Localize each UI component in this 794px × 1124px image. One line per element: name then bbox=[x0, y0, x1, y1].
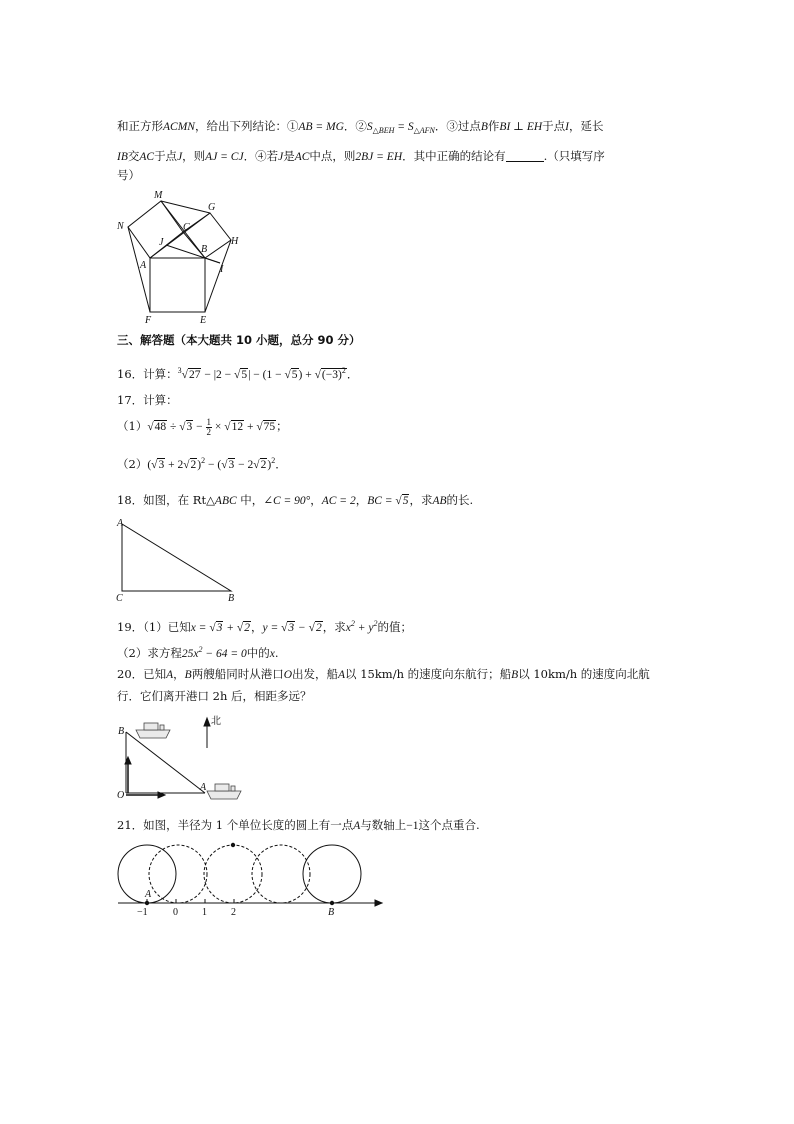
q21: 21．如图，半径为 1 个单位长度的圆上有一点A与数轴上−1这个点重合. bbox=[117, 818, 480, 832]
segment-jbi bbox=[166, 245, 220, 263]
point-a bbox=[145, 901, 149, 905]
q16: 16．计算：$^3√27 - |2 - √5| - (1 - √5) + √(-3)^2$． bbox=[117, 366, 359, 381]
label-o: O bbox=[117, 790, 125, 801]
label-j: J bbox=[159, 237, 164, 248]
square-bcgh bbox=[183, 213, 231, 258]
label-a: A bbox=[200, 782, 207, 793]
label-c: C bbox=[183, 222, 190, 233]
label-b: B bbox=[228, 593, 235, 604]
q19-part1: 19．（1）已知x = √3 + √2，y = √3 − √2，求$x^2 + y^2$的值； bbox=[117, 619, 412, 634]
segment-bi bbox=[205, 258, 220, 263]
q17-header: 17．计算： bbox=[117, 393, 178, 407]
q15-line1: 和正方形ACMN，给出下列结论：①AB = MG．$②S_{\triangle BEH} = S_{\triangle AFN}$．③过点B作BI ⊥ EH于点I，延长 bbox=[117, 119, 604, 135]
q15-line2: IB交AC于点J，则AJ = CJ．④若J是AC中点，则2BJ = EH．其中正确的结论有 .（只填写序 bbox=[117, 149, 605, 163]
section-3-title: 三、解答题（本大题共 10 小题，总分 90 分） bbox=[117, 333, 361, 347]
label-c: C bbox=[116, 593, 123, 604]
label-b: B bbox=[328, 907, 335, 918]
segment-nf bbox=[128, 227, 150, 312]
label-m: M bbox=[154, 190, 163, 201]
label-f: F bbox=[145, 315, 152, 326]
segment-mb bbox=[161, 201, 208, 258]
label-h: H bbox=[231, 236, 239, 247]
answer-blank[interactable] bbox=[506, 150, 544, 162]
square-abef bbox=[150, 258, 205, 312]
point-b bbox=[330, 901, 334, 905]
point-top bbox=[231, 843, 235, 847]
label-i: I bbox=[220, 264, 224, 275]
label-g: G bbox=[208, 202, 216, 213]
square-acmn bbox=[128, 201, 183, 258]
conclusion-2: $S_{\triangle BEH} = S_{\triangle AFN}$ bbox=[366, 121, 435, 135]
q18: 18．如图，在 Rt△ABC 中，∠C = 90°，AC = 2，BC = √5，求AB的长. bbox=[117, 493, 474, 507]
label-a: A bbox=[145, 889, 152, 900]
q17-part2: $(2)(√3 + 2√2)^2 - (√3 - 2√2)^2$． bbox=[117, 456, 287, 471]
ship-b-icon bbox=[136, 723, 170, 738]
label-e: E bbox=[200, 315, 207, 326]
q20-line2: 行．它们离开港口 2h 后，相距多远？ bbox=[117, 689, 312, 703]
q20-line1: 20．已知A，B两艘船同时从港口O出发，船A以 15km/h 的速度向东航行；船B以 10km/h 的速度向北航 bbox=[117, 667, 650, 681]
label-b: B bbox=[201, 244, 208, 255]
segment-ga bbox=[150, 213, 210, 258]
segment-he bbox=[205, 240, 231, 312]
label-a: A bbox=[117, 518, 124, 529]
tick-2: 2 bbox=[231, 907, 236, 918]
tick-neg1: −1 bbox=[137, 907, 148, 918]
tick-0: 0 bbox=[173, 907, 178, 918]
north-label: 北 bbox=[211, 716, 221, 727]
label-n: N bbox=[117, 221, 124, 232]
q19-part2: （2）求方程$25x^2 - 64 = 0$中的x. bbox=[117, 645, 279, 660]
label-b: B bbox=[118, 726, 125, 737]
conclusion-1: AB = MG bbox=[298, 121, 344, 133]
q17-part1: （1）√48 ÷ √3 − $\frac{1}{2}$ × √12 + √75； bbox=[117, 417, 288, 437]
label-a: A bbox=[140, 260, 147, 271]
ship-a-icon bbox=[207, 784, 241, 799]
tick-1: 1 bbox=[202, 907, 207, 918]
segment-mg bbox=[161, 201, 210, 213]
q15-line3: 号） bbox=[117, 168, 140, 182]
